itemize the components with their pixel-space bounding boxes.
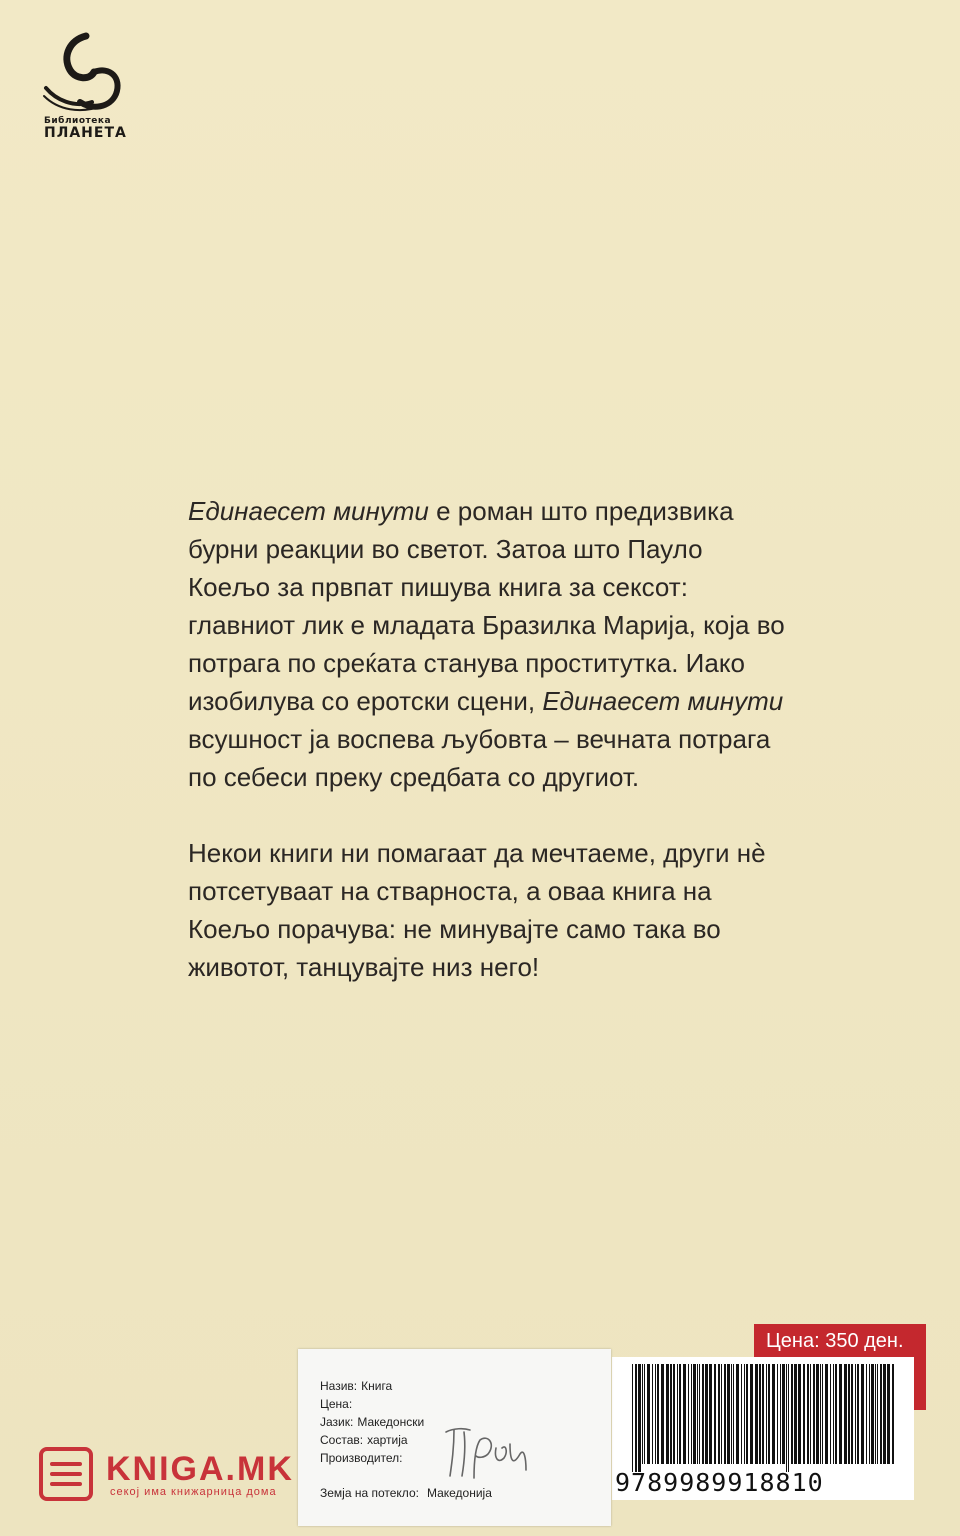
blurb-text: е роман што предизвика бурни реакции во светот. Затоа што Пауло Коељо за првпат пишува книга за сексот: главниот лик е младата Бразилка Марија, која во потрага по среќата станува проститутка. Иако изобилува со еротски сцени,: [188, 496, 785, 716]
barcode-bar: [835, 1364, 837, 1464]
barcode-bar: [677, 1364, 678, 1464]
barcode-bar: [788, 1364, 789, 1472]
barcode-bar: [709, 1364, 712, 1464]
barcode-bar: [657, 1364, 659, 1464]
label-row-producer: Производител:: [320, 1451, 403, 1465]
barcode-icon: [630, 1364, 898, 1472]
barcode-bar: [755, 1364, 758, 1464]
barcode-bar: [741, 1364, 742, 1464]
price-label: Цена: 350 ден.: [766, 1330, 904, 1352]
barcode-bar: [780, 1364, 781, 1464]
barcode-bar: [887, 1364, 890, 1464]
barcode-bar: [714, 1364, 716, 1464]
barcode-bar: [810, 1364, 811, 1464]
barcode-bar: [851, 1364, 853, 1464]
book-title-italic: Единаесет минути: [188, 496, 429, 526]
book-title-italic: Единаесет минути: [542, 686, 784, 716]
barcode-bar: [693, 1364, 696, 1464]
barcode-bar: [762, 1364, 764, 1464]
barcode-bar: [670, 1364, 672, 1464]
barcode-bar: [644, 1364, 645, 1464]
barcode-bar: [655, 1364, 656, 1464]
barcode-bar: [673, 1364, 675, 1464]
barcode-bar: [683, 1364, 686, 1464]
kniga-book-icon: [38, 1446, 94, 1502]
barcode-bar: [830, 1364, 831, 1464]
series-small-text: Библиотека: [44, 116, 112, 126]
barcode-bar: [825, 1364, 828, 1464]
blurb-paragraph-1: [188, 492, 788, 796]
barcode-bar: [777, 1364, 778, 1464]
barcode-bar: [750, 1364, 753, 1464]
barcode-bar: [786, 1364, 787, 1472]
barcode-bar: [875, 1364, 876, 1464]
barcode-bar: [794, 1364, 797, 1464]
kniga-slogan: секој има книжарница дома: [110, 1486, 277, 1498]
label-row-language: Јазик: Македонски: [320, 1415, 425, 1429]
barcode-bar: [869, 1364, 870, 1464]
barcode-bar: [877, 1364, 878, 1464]
barcode-bar: [866, 1364, 867, 1464]
barcode-bar: [702, 1364, 704, 1464]
barcode-bar: [820, 1364, 821, 1464]
barcode-bar: [848, 1364, 850, 1464]
label-row-origin: Земја на потекло: Македонија: [320, 1486, 492, 1500]
barcode-bar: [652, 1364, 653, 1464]
barcode-bar: [871, 1364, 874, 1464]
barcode-bar: [744, 1364, 745, 1464]
barcode-bar: [880, 1364, 882, 1464]
barcode-bar: [816, 1364, 819, 1464]
label-row-name: Назив: Книга: [320, 1379, 393, 1393]
barcode-bar: [746, 1364, 748, 1464]
publisher-series-name: [44, 116, 127, 141]
handwritten-signature: [440, 1418, 530, 1488]
barcode-bar: [635, 1364, 637, 1472]
barcode-bar: [883, 1364, 886, 1464]
barcode-bar: [727, 1364, 730, 1464]
barcode-bar: [691, 1364, 692, 1464]
barcode-bar: [768, 1364, 770, 1464]
barcode-bar: [642, 1364, 643, 1464]
barcode-bar: [718, 1364, 720, 1464]
barcode-bar: [638, 1364, 641, 1472]
barcode-bar: [724, 1364, 726, 1464]
barcode-bar: [782, 1364, 785, 1464]
barcode-bar: [833, 1364, 834, 1464]
barcode-bar: [736, 1364, 739, 1464]
barcode-bar: [697, 1364, 698, 1464]
isbn-number: 9789989918810: [615, 1468, 824, 1497]
series-big-text: ПЛАНЕТА: [44, 125, 127, 141]
barcode-bar: [721, 1364, 722, 1464]
barcode-bar: [803, 1364, 805, 1464]
barcode-bar: [813, 1364, 815, 1464]
barcode-bar: [798, 1364, 801, 1464]
blurb-paragraph-2: Некои книги ни помагаат да мечтаеме, други нè потсетуваат на стварноста, а оваа книга на Коељо порачува: не минувајте само така во животот, танцувајте низ него!: [188, 838, 766, 982]
barcode-bar: [731, 1364, 732, 1464]
barcode-bar: [844, 1364, 847, 1464]
barcode-bar: [688, 1364, 689, 1464]
barcode-bar: [632, 1364, 633, 1472]
barcode-bar: [647, 1364, 650, 1464]
label-row-material: Состав: хартија: [320, 1433, 408, 1447]
barcode-bar: [857, 1364, 859, 1464]
barcode-bar: [822, 1364, 823, 1464]
kniga-logo-text: KNIGA.MK: [106, 1450, 294, 1488]
barcode-bar: [679, 1364, 681, 1464]
barcode-bar: [759, 1364, 761, 1464]
barcode-bar: [892, 1364, 894, 1464]
barcode-bar: [666, 1364, 669, 1464]
barcode-bar: [861, 1364, 864, 1464]
barcode-bar: [661, 1364, 664, 1464]
barcode-bar: [855, 1364, 856, 1464]
barcode-bar: [791, 1364, 793, 1464]
barcode-bar: [699, 1364, 700, 1464]
blurb-text: всушност ја воспева љубовта – вечната потрага по себеси преку средбата со другиот.: [188, 724, 771, 792]
book-blurb: [188, 492, 788, 986]
barcode-bar: [839, 1364, 842, 1464]
label-row-price: Цена:: [320, 1397, 353, 1411]
barcode-bar: [733, 1364, 734, 1464]
barcode-bar: [766, 1364, 767, 1464]
barcode-bar: [807, 1364, 809, 1464]
barcode-bar: [705, 1364, 708, 1464]
barcode-bar: [772, 1364, 775, 1464]
